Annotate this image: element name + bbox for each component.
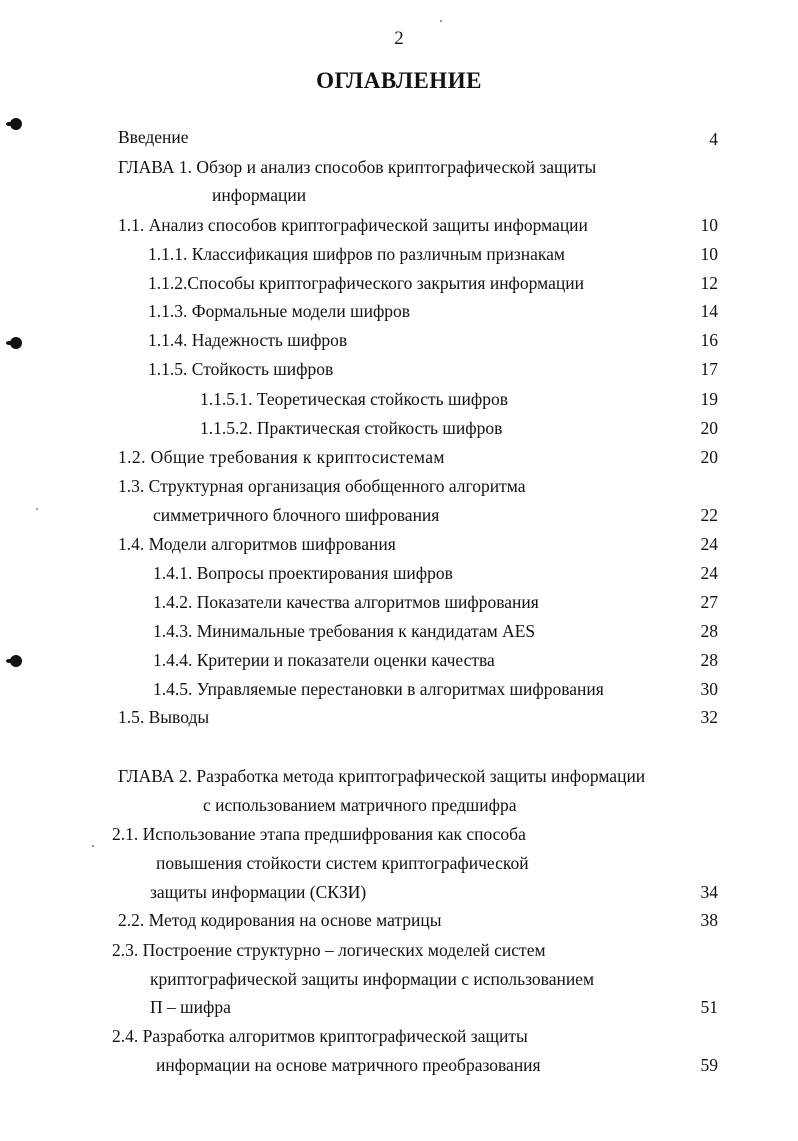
toc-page-2-3: 51 [700, 997, 718, 1017]
toc-entry-1-3-cont: симметричного блочного шифрования [153, 505, 440, 525]
toc-page-1-1-5: 17 [700, 359, 718, 379]
toc-page-1-5: 32 [700, 707, 718, 727]
toc-page-1-1-2: 12 [700, 273, 718, 293]
toc-entry-2-4: 2.4. Разработка алгоритмов криптографической защиты [112, 1026, 528, 1046]
toc-entry-2-2: 2.2. Метод кодирования на основе матрицы [118, 910, 442, 930]
toc-entry-2-3-cont-2: П – шифра [150, 997, 231, 1017]
toc-page-intro: 4 [709, 129, 718, 149]
toc-page-2-2: 38 [700, 910, 718, 930]
toc-page-1-1-4: 16 [700, 330, 718, 350]
toc-entry-1-1-4: 1.1.4. Надежность шифров [148, 330, 348, 350]
toc-entry-1-4: 1.4. Модели алгоритмов шифрования [118, 534, 396, 554]
toc-page-1-1: 10 [700, 215, 718, 235]
toc-entry-2-3-cont: криптографической защиты информации с использованием [150, 969, 595, 989]
toc-entry-1-4-2: 1.4.2. Показатели качества алгоритмов шифрования [153, 592, 539, 612]
toc-entry-1-3: 1.3. Структурная организация обобщенного алгоритма [118, 476, 526, 496]
toc-page-1-4-3: 28 [700, 621, 718, 641]
toc-page-1-3: 22 [700, 505, 718, 525]
toc-entry-2-1-cont-2: защиты информации (СКЗИ) [150, 882, 367, 902]
toc-page-1-4-1: 24 [700, 563, 718, 583]
toc-entry-1-1-3: 1.1.3. Формальные модели шифров [148, 301, 411, 321]
toc-entry-2-3: 2.3. Построение структурно – логических моделей систем [112, 940, 546, 960]
toc-entry-2-4-cont: информации на основе матричного преобразования [156, 1055, 541, 1075]
toc-entry-2-1-cont: повышения стойкости систем криптографической [156, 853, 529, 873]
toc-page-2-1: 34 [700, 882, 718, 902]
toc-page-1-1-5-2: 20 [700, 418, 718, 438]
toc-entry-1-4-4: 1.4.4. Критерии и показатели оценки качества [153, 650, 495, 670]
toc-entry-1-5: 1.5. Выводы [118, 707, 210, 727]
toc-entry-1-1-5-2: 1.1.5.2. Практическая стойкость шифров [200, 418, 503, 438]
toc-page-1-1-5-1: 19 [700, 389, 718, 409]
toc-page-1-4: 24 [700, 534, 718, 554]
toc-entry-1-1-5-1: 1.1.5.1. Теоретическая стойкость шифров [200, 389, 508, 409]
toc-entry-2-1: 2.1. Использование этапа предшифрования как способа [112, 824, 526, 844]
toc-page-1-4-4: 28 [700, 650, 718, 670]
toc-entry-chapter-1: ГЛАВА 1. Обзор и анализ способов криптографической защиты [118, 157, 597, 177]
toc-entry-1-1-1: 1.1.1. Классификация шифров по различным признакам [148, 244, 566, 264]
toc-entry-1-1: 1.1. Анализ способов криптографической защиты информации [118, 215, 588, 235]
toc-entry-1-1-5: 1.1.5. Стойкость шифров [148, 359, 334, 379]
toc-entry-1-4-1: 1.4.1. Вопросы проектирования шифров [153, 563, 453, 583]
toc-entry-1-4-5: 1.4.5. Управляемые перестановки в алгоритмах шифрования [153, 679, 604, 699]
toc-page-1-2: 20 [700, 447, 718, 467]
toc-page-1-1-3: 14 [700, 301, 718, 321]
toc-page-2-4: 59 [700, 1055, 718, 1075]
toc-page-1-1-1: 10 [700, 244, 718, 264]
toc-entry-1-4-3: 1.4.3. Минимальные требования к кандидатам AES [153, 621, 536, 641]
toc-page-1-4-5: 30 [700, 679, 718, 699]
toc-entry-1-1-2: 1.1.2.Способы криптографического закрытия информации [148, 273, 584, 293]
toc-entry-chapter-2-cont: с использованием матричного предшифра [203, 795, 517, 815]
page-title: ОГЛАВЛЕНИЕ [316, 68, 482, 93]
toc-entry-1-2: 1.2. Общие требования к криптосистемам [118, 447, 445, 467]
toc-entry-chapter-2: ГЛАВА 2. Разработка метода криптографической защиты информации [118, 766, 646, 786]
toc-entry-chapter-1-cont: информации [212, 185, 307, 205]
toc-entry-intro: Введение [118, 127, 189, 147]
page-number: 2 [394, 28, 404, 49]
toc-page-1-4-2: 27 [700, 592, 718, 612]
